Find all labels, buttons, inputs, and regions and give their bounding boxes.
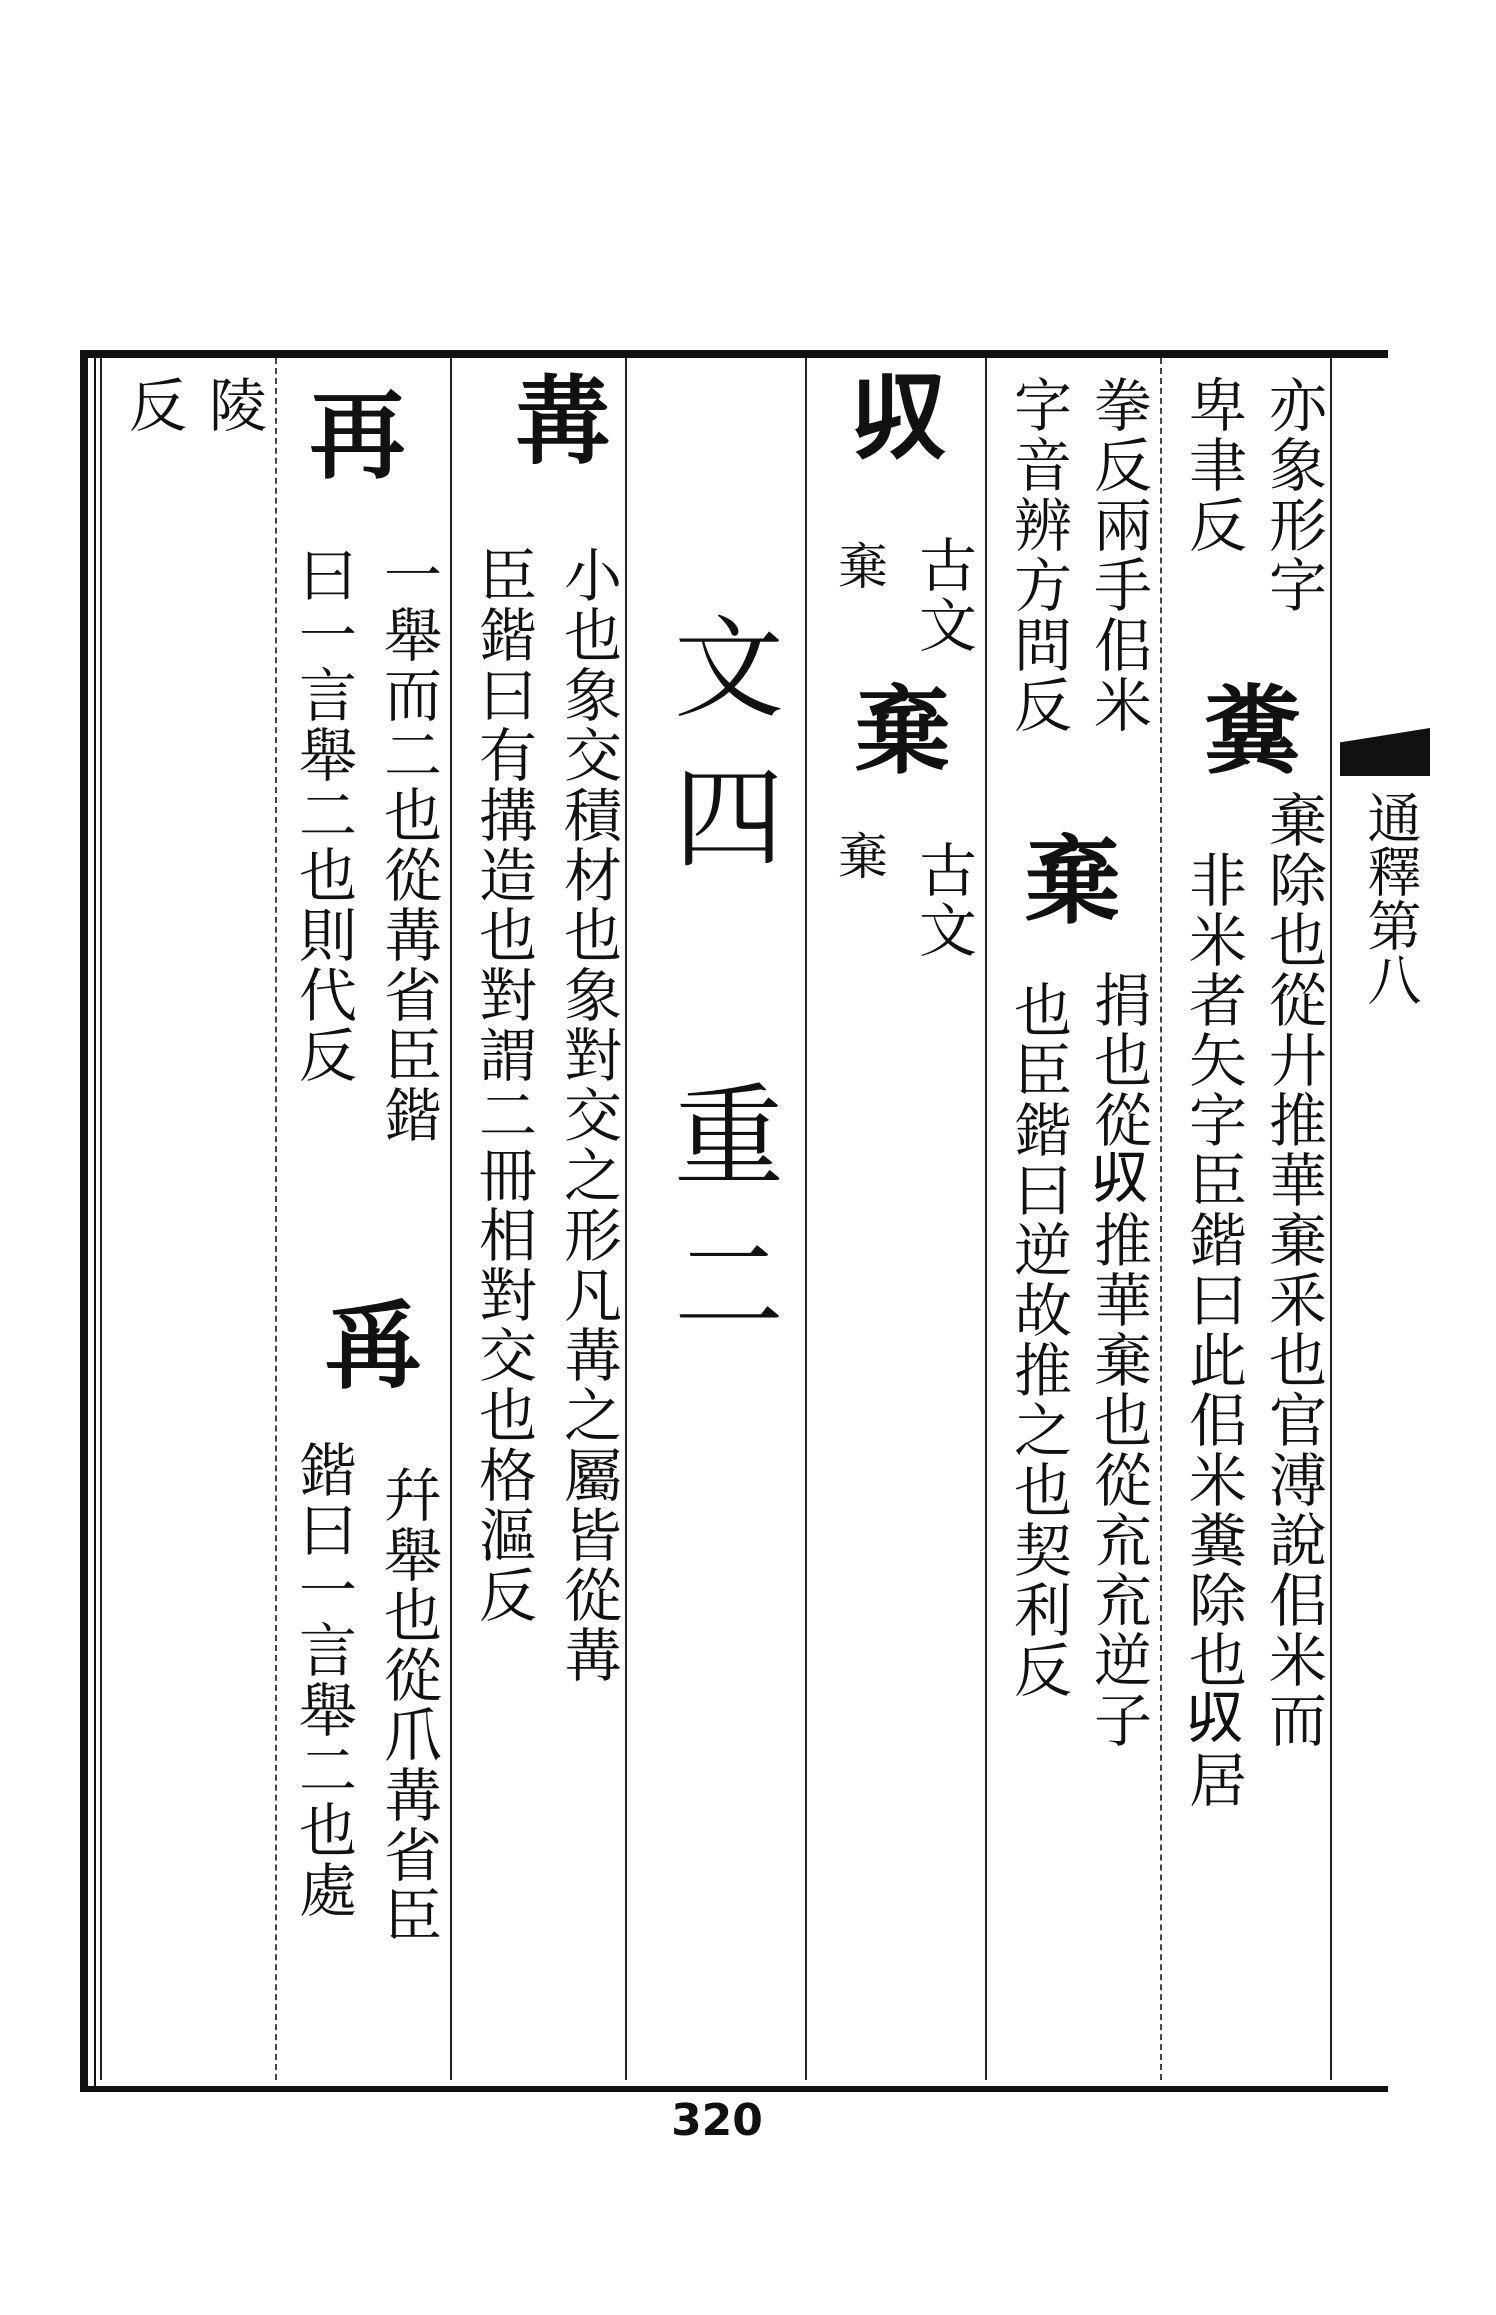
text-column: 曰一言舉二也則代反 (289, 545, 357, 1085)
text-column: 反 (119, 375, 187, 435)
column-rule (985, 358, 987, 2080)
column-rule (1330, 358, 1332, 2080)
text-column: 棄 (830, 830, 888, 882)
text-column: 棄 (830, 540, 888, 592)
text-column: 鍇曰一言舉二也處 (289, 1440, 357, 1920)
text-column: 一舉而二也從冓省臣鍇 (374, 545, 442, 1145)
seal-character: 冓 (499, 370, 612, 468)
text-column: 臣鍇曰有搆造也對謂二冊相對交也格漚反 (469, 545, 537, 1625)
seal-character: 再 (294, 385, 407, 483)
column-rule (100, 358, 102, 2080)
text-column: 卑聿反 (1179, 375, 1247, 555)
text-column: 小也象交積材也象對交之形凡冓之屬皆從冓 (554, 545, 622, 1685)
text-column: 棄除也從廾推華棄釆也官溥說佀米而 (1259, 790, 1327, 1750)
text-column: 捐也從𠬞推華棄也從㐬㐬逆子 (1084, 970, 1152, 1750)
text-column: 古文 (909, 840, 977, 960)
seal-character: 爯 (309, 1295, 422, 1393)
text-column: 拳反兩手佀米 (1084, 375, 1152, 735)
column-rule (625, 358, 627, 2080)
text-column: 亦象形字 (1259, 375, 1327, 615)
text-column: 字音辨方問反 (1004, 375, 1072, 735)
column-rule (450, 358, 452, 2080)
text-column: 古文 (909, 535, 977, 655)
seal-character: 棄 (1009, 830, 1122, 928)
text-column: 非米者矢字臣鍇曰此佀米糞除也𠬞居 (1179, 850, 1247, 1810)
column-rule (805, 358, 807, 2080)
text-column: 幷舉也從爪冓省臣 (374, 1465, 442, 1945)
fore-edge-title: 通釋第八 (1359, 790, 1422, 1006)
seal-character: 糞 (1189, 680, 1302, 778)
column-rule (275, 358, 277, 2080)
seal-character: 𠬞 (839, 370, 952, 468)
text-column: 也臣鍇曰逆故推之也契利反 (1004, 980, 1072, 1700)
page-number: 320 (671, 2095, 763, 2146)
column-rule (1160, 358, 1162, 2080)
text-column: 陵 (199, 375, 267, 435)
section-count: 文四 重二 (656, 610, 784, 1378)
seal-character: 棄 (839, 680, 952, 778)
